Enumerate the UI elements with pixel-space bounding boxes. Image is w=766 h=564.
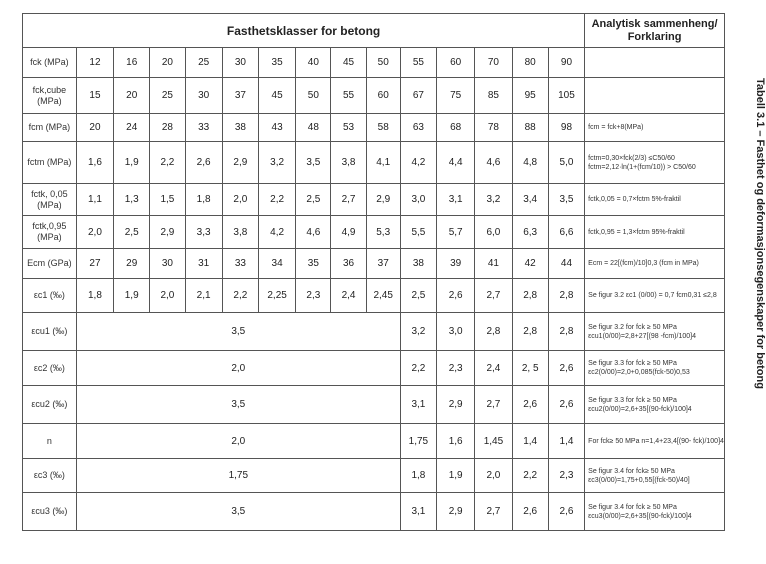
value-cell: 1,6 — [76, 142, 113, 184]
row-label: fcm (MPa) — [23, 114, 77, 142]
value-cell: 27 — [76, 249, 113, 279]
table-row — [23, 279, 725, 313]
value-cell: 2,2 — [258, 184, 295, 216]
value-cell: 35 — [258, 48, 295, 78]
value-cell: 1,75 — [400, 424, 436, 459]
value-cell: 4,2 — [400, 142, 436, 184]
value-cell: 38 — [222, 114, 258, 142]
value-cell: 55 — [400, 48, 436, 78]
value-cell: 28 — [150, 114, 185, 142]
value-cell: 43 — [258, 114, 295, 142]
value-cell: 6,3 — [512, 216, 548, 249]
value-cell: 2,2 — [400, 351, 436, 386]
value-cell: 90 — [548, 48, 584, 78]
row-label: εc3 (‰) — [23, 459, 77, 493]
row-label: fctm (MPa) — [23, 142, 77, 184]
table-row — [23, 424, 725, 459]
value-cell: 20 — [114, 78, 150, 114]
row-label: fctk, 0,05 (MPa) — [23, 184, 77, 216]
value-cell: 1,4 — [512, 424, 548, 459]
value-cell: 16 — [114, 48, 150, 78]
value-cell: 2,4 — [475, 351, 512, 386]
explanation-cell: Se figur 3.3 for fck ≥ 50 MPa εcu2(0/00)=2,6+35[(90-fck)/100]4 — [585, 386, 725, 424]
value-cell: 34 — [258, 249, 295, 279]
table-row — [23, 493, 725, 531]
value-cell: 1,5 — [150, 184, 185, 216]
value-cell: 2,9 — [222, 142, 258, 184]
value-cell: 2,5 — [400, 279, 436, 313]
value-cell: 4,4 — [437, 142, 475, 184]
value-cell: 2,7 — [475, 279, 512, 313]
value-cell: 3,8 — [222, 216, 258, 249]
value-cell: 70 — [475, 48, 512, 78]
row-label: Ecm (GPa) — [23, 249, 77, 279]
table-row — [23, 78, 725, 114]
value-cell: 63 — [400, 114, 436, 142]
value-cell: 1,4 — [548, 424, 584, 459]
value-cell: 4,6 — [296, 216, 331, 249]
value-cell: 3,2 — [475, 184, 512, 216]
value-cell: 50 — [366, 48, 400, 78]
value-cell: 4,6 — [475, 142, 512, 184]
value-cell: 2,4 — [331, 279, 366, 313]
value-cell: 15 — [76, 78, 113, 114]
value-cell: 3,2 — [400, 313, 436, 351]
value-cell: 60 — [366, 78, 400, 114]
value-cell: 20 — [76, 114, 113, 142]
value-cell: 31 — [185, 249, 222, 279]
table-row — [23, 459, 725, 493]
table-row — [23, 48, 725, 78]
value-cell: 78 — [475, 114, 512, 142]
value-cell: 1,3 — [114, 184, 150, 216]
row-label: n — [23, 424, 77, 459]
value-cell: 1,1 — [76, 184, 113, 216]
value-cell: 30 — [185, 78, 222, 114]
value-cell: 2,6 — [548, 351, 584, 386]
table-row — [23, 313, 725, 351]
value-cell: 88 — [512, 114, 548, 142]
side-caption — [752, 78, 766, 548]
explanation-cell — [585, 78, 725, 114]
merged-value-cell: 3,5 — [76, 313, 400, 351]
value-cell: 2,0 — [150, 279, 185, 313]
value-cell: 2,1 — [185, 279, 222, 313]
value-cell: 2,8 — [548, 279, 584, 313]
value-cell: 5,7 — [437, 216, 475, 249]
value-cell: 3,3 — [185, 216, 222, 249]
value-cell: 58 — [366, 114, 400, 142]
explanation-cell: For fck≥ 50 MPa n=1,4+23,4[(90- fck)/100]4 — [585, 424, 725, 459]
value-cell: 1,9 — [437, 459, 475, 493]
row-label: fck (MPa) — [23, 48, 77, 78]
value-cell: 3,1 — [437, 184, 475, 216]
value-cell: 50 — [296, 78, 331, 114]
value-cell: 2,25 — [258, 279, 295, 313]
value-cell: 36 — [331, 249, 366, 279]
value-cell: 4,1 — [366, 142, 400, 184]
value-cell: 2,3 — [548, 459, 584, 493]
value-cell: 1,8 — [400, 459, 436, 493]
value-cell: 35 — [296, 249, 331, 279]
value-cell: 2,9 — [437, 493, 475, 531]
explanation-cell: fctk,0,95 = 1,3×fctm 95%-fraktil — [585, 216, 725, 249]
value-cell: 98 — [548, 114, 584, 142]
value-cell: 38 — [400, 249, 436, 279]
value-cell: 2,8 — [475, 313, 512, 351]
value-cell: 95 — [512, 78, 548, 114]
value-cell: 1,9 — [114, 279, 150, 313]
value-cell: 33 — [185, 114, 222, 142]
value-cell: 2,2 — [512, 459, 548, 493]
value-cell: 45 — [331, 48, 366, 78]
table-row — [23, 184, 725, 216]
value-cell: 2,3 — [437, 351, 475, 386]
value-cell: 42 — [512, 249, 548, 279]
explanation-cell — [585, 48, 725, 78]
value-cell: 55 — [331, 78, 366, 114]
value-cell: 68 — [437, 114, 475, 142]
merged-value-cell: 1,75 — [76, 459, 400, 493]
merged-value-cell: 3,5 — [76, 386, 400, 424]
value-cell: 85 — [475, 78, 512, 114]
value-cell: 33 — [222, 249, 258, 279]
value-cell: 6,6 — [548, 216, 584, 249]
table-row — [23, 351, 725, 386]
value-cell: 12 — [76, 48, 113, 78]
value-cell: 6,0 — [475, 216, 512, 249]
value-cell: 3,5 — [296, 142, 331, 184]
value-cell: 30 — [150, 249, 185, 279]
value-cell: 53 — [331, 114, 366, 142]
row-label: εc1 (‰) — [23, 279, 77, 313]
value-cell: 1,8 — [76, 279, 113, 313]
table-caption: Tabell 3.1 – Fasthet og deformasjonsegenskaper for betong — [754, 78, 766, 389]
value-cell: 30 — [222, 48, 258, 78]
explanation-cell: Se figur 3.3 for fck ≥ 50 MPa εc2(0/00)=2,0+0,085(fck-50)0,53 — [585, 351, 725, 386]
table-row — [23, 142, 725, 184]
value-cell: 2,7 — [475, 493, 512, 531]
value-cell: 105 — [548, 78, 584, 114]
value-cell: 25 — [150, 78, 185, 114]
row-label: fctk,0,95 (MPa) — [23, 216, 77, 249]
value-cell: 2,9 — [150, 216, 185, 249]
value-cell: 2,6 — [437, 279, 475, 313]
value-cell: 1,8 — [185, 184, 222, 216]
value-cell: 2,3 — [296, 279, 331, 313]
value-cell: 2,6 — [548, 386, 584, 424]
value-cell: 2,6 — [512, 386, 548, 424]
value-cell: 39 — [437, 249, 475, 279]
merged-value-cell: 2,0 — [76, 424, 400, 459]
value-cell: 4,2 — [258, 216, 295, 249]
value-cell: 4,8 — [512, 142, 548, 184]
value-cell: 41 — [475, 249, 512, 279]
value-cell: 2,45 — [366, 279, 400, 313]
value-cell: 5,0 — [548, 142, 584, 184]
value-cell: 2,8 — [512, 279, 548, 313]
merged-value-cell: 2,0 — [76, 351, 400, 386]
explanation-cell: Se figur 3.4 for fck≥ 50 MPa εc3(0/00)=1,75+0,55[(fck-50)/40] — [585, 459, 725, 493]
value-cell: 4,9 — [331, 216, 366, 249]
value-cell: 2,2 — [222, 279, 258, 313]
value-cell: 2,2 — [150, 142, 185, 184]
row-label: εcu2 (‰) — [23, 386, 77, 424]
explanation-cell: Ecm = 22[(fcm)/10]0,3 (fcm in MPa) — [585, 249, 725, 279]
value-cell: 37 — [222, 78, 258, 114]
concrete-strength-table — [22, 13, 725, 531]
value-cell: 2, 5 — [512, 351, 548, 386]
value-cell: 75 — [437, 78, 475, 114]
value-cell: 3,0 — [400, 184, 436, 216]
value-cell: 48 — [296, 114, 331, 142]
value-cell: 2,5 — [114, 216, 150, 249]
explanation-cell: Se figur 3.2 for fck ≥ 50 MPa εcu1(0/00)=2,8+27[(98 -fcm)/100]4 — [585, 313, 725, 351]
value-cell: 3,4 — [512, 184, 548, 216]
value-cell: 2,7 — [475, 386, 512, 424]
value-cell: 3,8 — [331, 142, 366, 184]
value-cell: 3,1 — [400, 493, 436, 531]
table-row — [23, 249, 725, 279]
merged-value-cell: 3,5 — [76, 493, 400, 531]
value-cell: 3,1 — [400, 386, 436, 424]
value-cell: 3,5 — [548, 184, 584, 216]
value-cell: 1,6 — [437, 424, 475, 459]
value-cell: 37 — [366, 249, 400, 279]
value-cell: 29 — [114, 249, 150, 279]
value-cell: 5,3 — [366, 216, 400, 249]
row-label: εcu3 (‰) — [23, 493, 77, 531]
table-row — [23, 216, 725, 249]
explanation-header: Analytisk sammenheng/ Forklaring — [585, 14, 725, 48]
explanation-cell: fctm=0,30×fck(2/3) ≤C50/60 fctm=2,12·ln(1+(fcm/10)) > C50/60 — [585, 142, 725, 184]
value-cell: 20 — [150, 48, 185, 78]
value-cell: 2,0 — [475, 459, 512, 493]
value-cell: 44 — [548, 249, 584, 279]
explanation-cell: Se figur 3.2 εc1 (0/00) = 0,7 fcm0,31 ≤2,8 — [585, 279, 725, 313]
value-cell: 1,45 — [475, 424, 512, 459]
value-cell: 2,6 — [548, 493, 584, 531]
value-cell: 60 — [437, 48, 475, 78]
header-row — [23, 14, 725, 48]
row-label: εc2 (‰) — [23, 351, 77, 386]
explanation-cell: fcm = fck+8(MPa) — [585, 114, 725, 142]
table-row — [23, 114, 725, 142]
value-cell: 2,8 — [548, 313, 584, 351]
value-cell: 67 — [400, 78, 436, 114]
value-cell: 2,6 — [185, 142, 222, 184]
value-cell: 2,5 — [296, 184, 331, 216]
value-cell: 2,9 — [366, 184, 400, 216]
value-cell: 1,9 — [114, 142, 150, 184]
value-cell: 3,2 — [258, 142, 295, 184]
value-cell: 2,0 — [222, 184, 258, 216]
table-body — [23, 14, 725, 531]
value-cell: 2,7 — [331, 184, 366, 216]
value-cell: 2,6 — [512, 493, 548, 531]
value-cell: 45 — [258, 78, 295, 114]
value-cell: 24 — [114, 114, 150, 142]
value-cell: 80 — [512, 48, 548, 78]
value-cell: 5,5 — [400, 216, 436, 249]
value-cell: 40 — [296, 48, 331, 78]
table-row — [23, 386, 725, 424]
value-cell: 2,0 — [76, 216, 113, 249]
explanation-cell: Se figur 3.4 for fck ≥ 50 MPa εcu3(0/00)=2,6+35[(90-fck)/100]4 — [585, 493, 725, 531]
table-title: Fasthetsklasser for betong — [23, 14, 585, 48]
row-label: εcu1 (‰) — [23, 313, 77, 351]
explanation-cell: fctk,0,05 = 0,7×fctm 5%-fraktil — [585, 184, 725, 216]
value-cell: 25 — [185, 48, 222, 78]
value-cell: 2,9 — [437, 386, 475, 424]
row-label: fck,cube (MPa) — [23, 78, 77, 114]
value-cell: 2,8 — [512, 313, 548, 351]
value-cell: 3,0 — [437, 313, 475, 351]
